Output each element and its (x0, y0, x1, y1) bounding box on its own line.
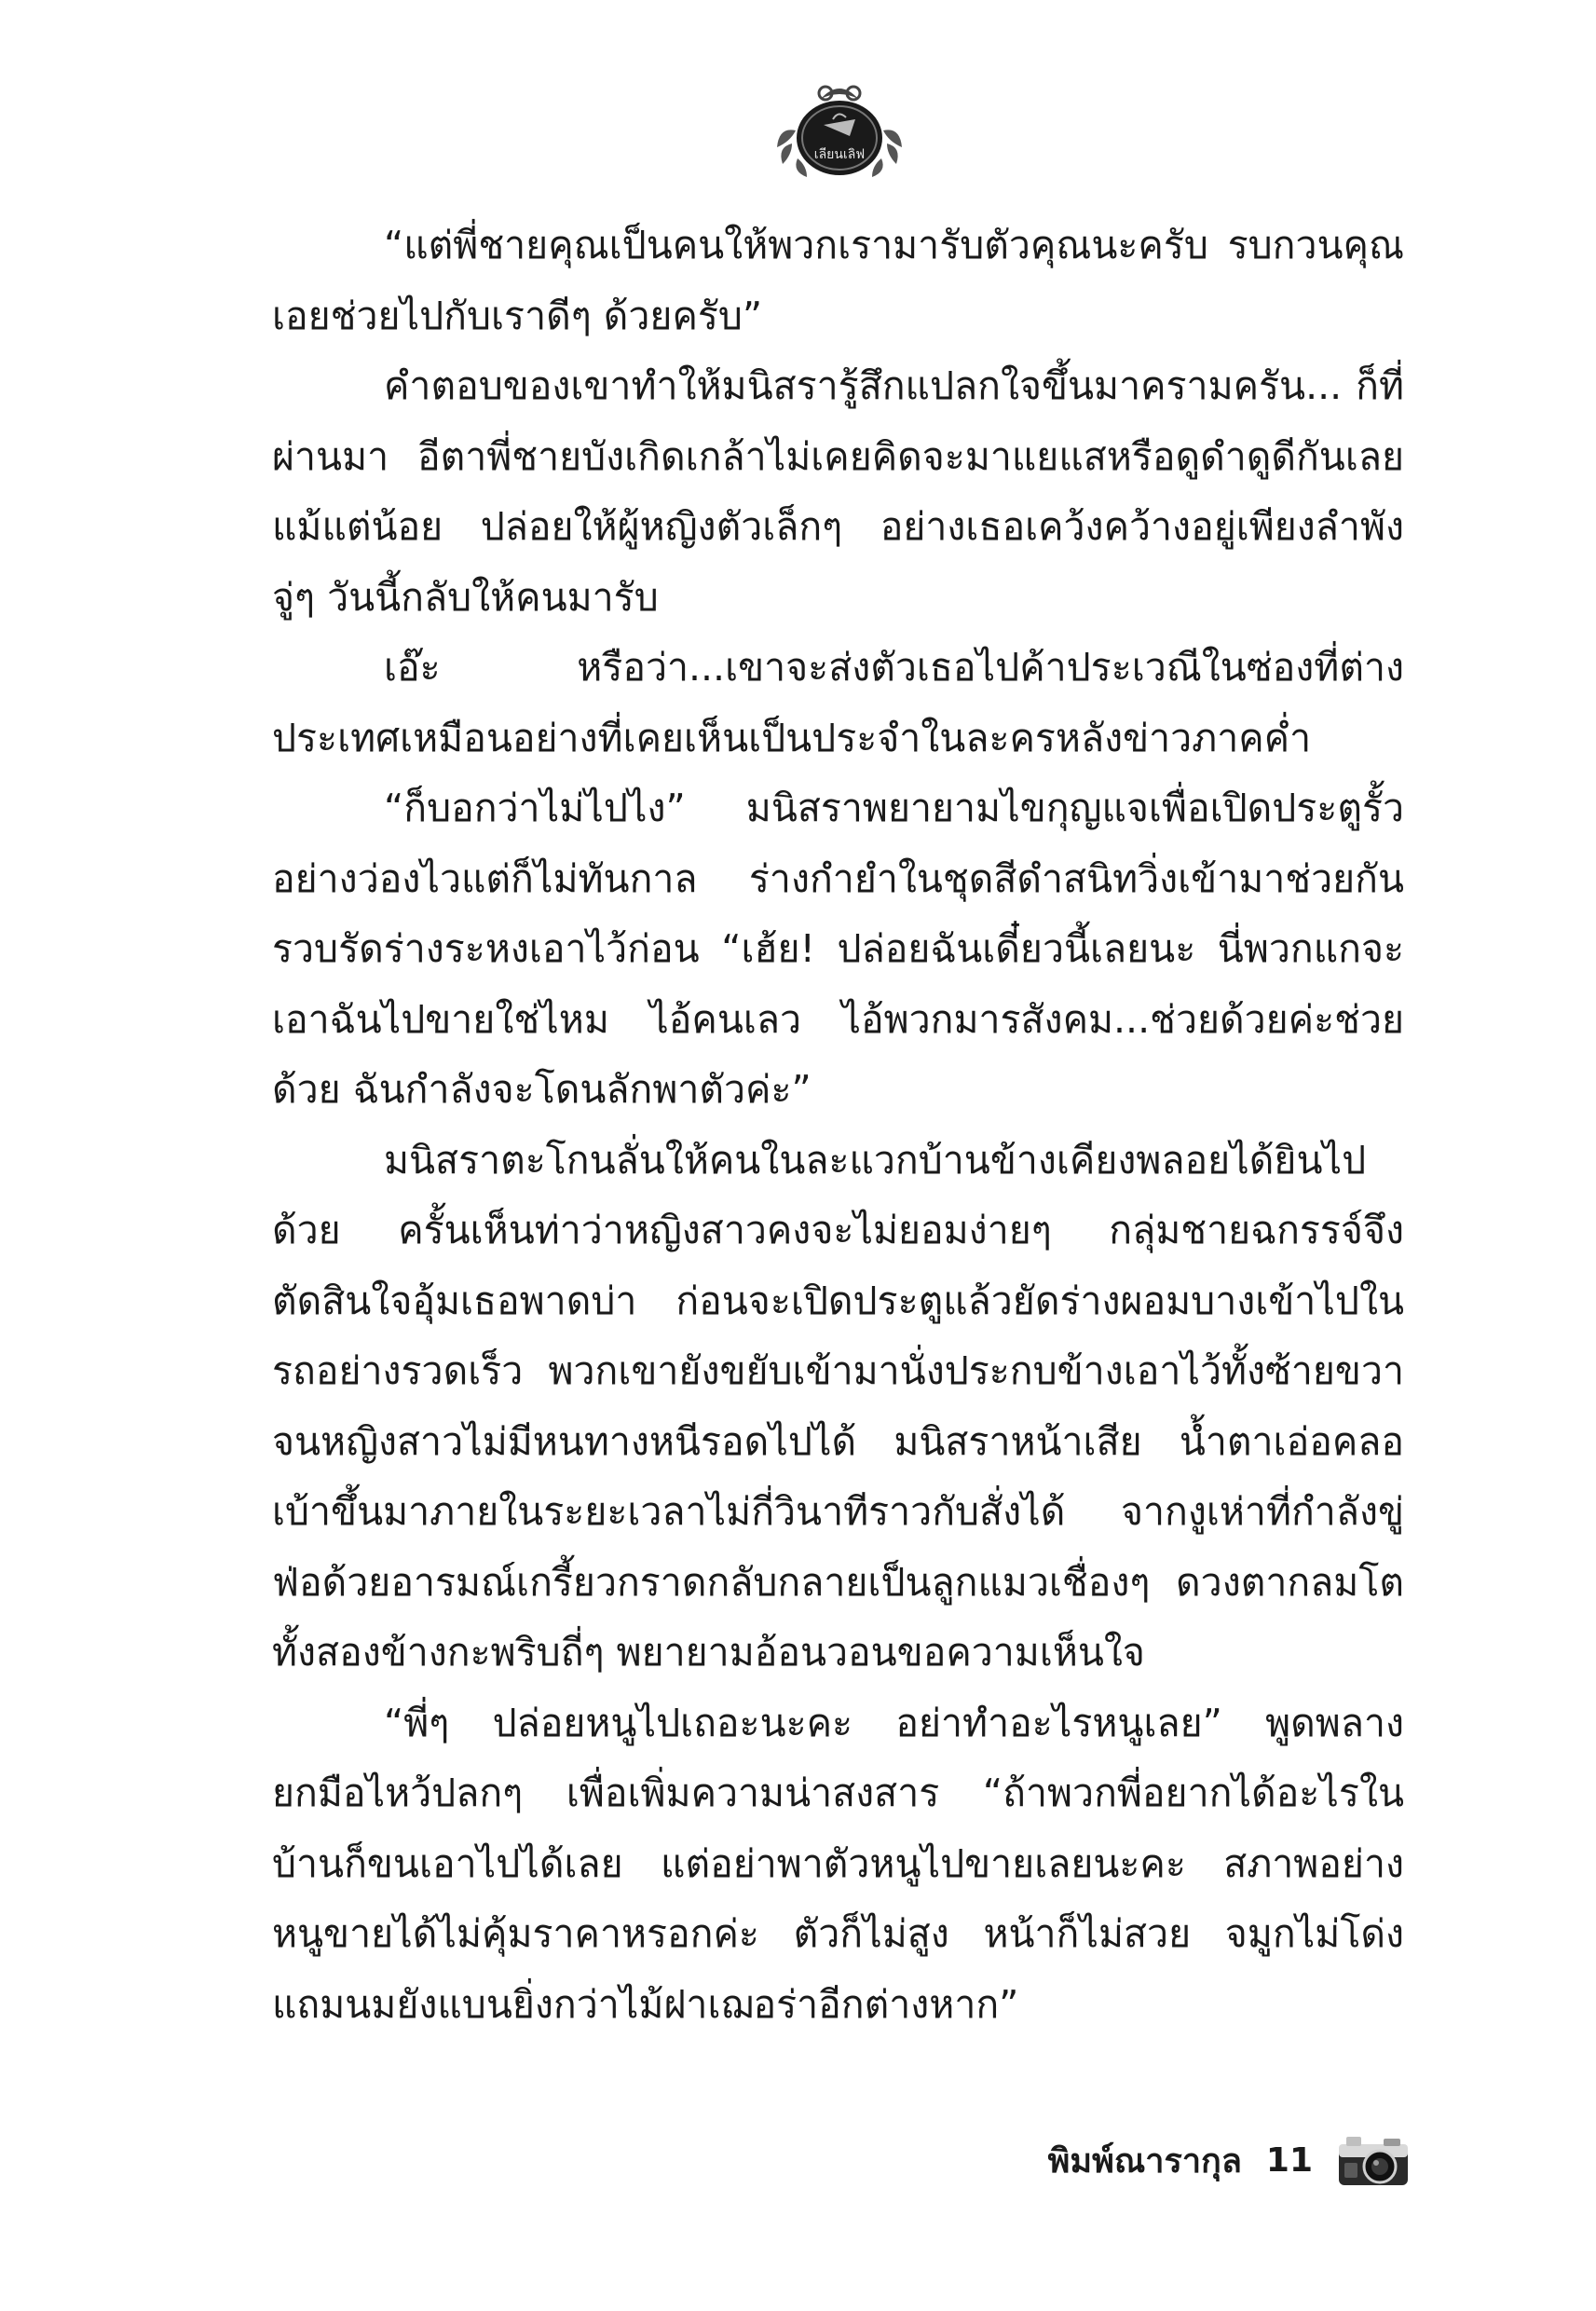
paragraph-5: มนิสราตะโกนลั่นให้คนในละแวกบ้านข้างเคียงพลอยได้ยินไปด้วย ครั้นเห็นท่าว่าหญิงสาวคงจะไม่ยอมง่ายๆ กลุ่มชายฉกรรจ์จึงตัดสินใจอุ้มเธอพาดบ่า ก่อนจะเปิดประตูแล้วยัดร่างผอมบางเข้าไปในรถอย่างรวดเร็ว พวกเขายังขยับเข้ามานั่งประกบข้างเอาไว้ทั้งซ้ายขวาจนหญิงสาวไม่มีหนทางหนีรอดไปได้ มนิสราหน้าเสีย น้ำตาเอ่อคลอเบ้าขึ้นมาภายในระยะเวลาไม่กี่วินาทีราวกับสั่งได้ จากงูเห่าที่กำลังขู่ฟ่อด้วยอารมณ์เกรี้ยวกราดกลับกลายเป็นลูกแมวเชื่องๆ ดวงตากลมโตทั้งสองข้างกะพริบถี่ๆ พยายามอ้อนวอนขอความเห็นใจ (272, 1137, 1404, 1675)
page-footer (1048, 2123, 1410, 2197)
emblem-text: เลียนเลิฟ (813, 147, 866, 162)
camera-icon (1337, 2131, 1410, 2189)
header-emblem (770, 65, 909, 186)
paragraph-2: คำตอบของเขาทำให้มนิสรารู้สึกแปลกใจขึ้นมาครามครัน... ก็ที่ผ่านมา อีตาพี่ชายบังเกิดเกล้าไม่เคยคิดจะมาแยแสหรือดูดำดูดีกันเลยแม้แต่น้อย ปล่อยให้ผู้หญิงตัวเล็กๆ อย่างเธอเคว้งคว้างอยู่เพียงลำพัง จู่ๆ วันนี้กลับให้คนมารับ (272, 363, 1404, 620)
page-number: 11 (1265, 2140, 1313, 2180)
paragraph-3: เอ๊ะ หรือว่า...เขาจะส่งตัวเธอไปค้าประเวณีในซ่องที่ต่างประเทศเหมือนอย่างที่เคยเห็นเป็นประจำในละครหลังข่าวภาคค่ำ (272, 645, 1404, 760)
paragraph-1: “แต่พี่ชายคุณเป็นคนให้พวกเรามารับตัวคุณนะครับ รบกวนคุณเอยช่วยไปกับเราดีๆ ด้วยครับ” (272, 223, 1404, 338)
paragraph-4: “ก็บอกว่าไม่ไปไง” มนิสราพยายามไขกุญแจเพื่อเปิดประตูรั้วอย่างว่องไวแต่ก็ไม่ทันกาล ร่างกำยำในชุดสีดำสนิทวิ่งเข้ามาช่วยกันรวบรัดร่างระหงเอาไว้ก่อน “เฮ้ย! ปล่อยฉันเดี๋ยวนี้เลยนะ นี่พวกแกจะเอาฉันไปขายใช่ไหม ไอ้คนเลว ไอ้พวกมารสังคม...ช่วยด้วยค่ะช่วยด้วย ฉันกำลังจะโดนลักพาตัวค่ะ” (272, 786, 1404, 1112)
story-text (272, 211, 1404, 2040)
ornamental-crest-icon (770, 65, 909, 186)
paragraph-6: “พี่ๆ ปล่อยหนูไปเถอะนะคะ อย่าทำอะไรหนูเลย” พูดพลางยกมือไหว้ปลกๆ เพื่อเพิ่มความน่าสงสาร “ถ้าพวกพี่อยากได้อะไรในบ้านก็ขนเอาไปได้เลย แต่อย่าพาตัวหนูไปขายเลยนะคะ สภาพอย่างหนูขายได้ไม่คุ้มราคาหรอกค่ะ ตัวก็ไม่สูง หน้าก็ไม่สวย จมูกไม่โด่งแถมนมยังแบนยิ่งกว่าไม้ฝาเฌอร่าอีกต่างหาก” (272, 1700, 1404, 2027)
author-name: พิมพ์ณารากุล (1047, 2141, 1242, 2181)
